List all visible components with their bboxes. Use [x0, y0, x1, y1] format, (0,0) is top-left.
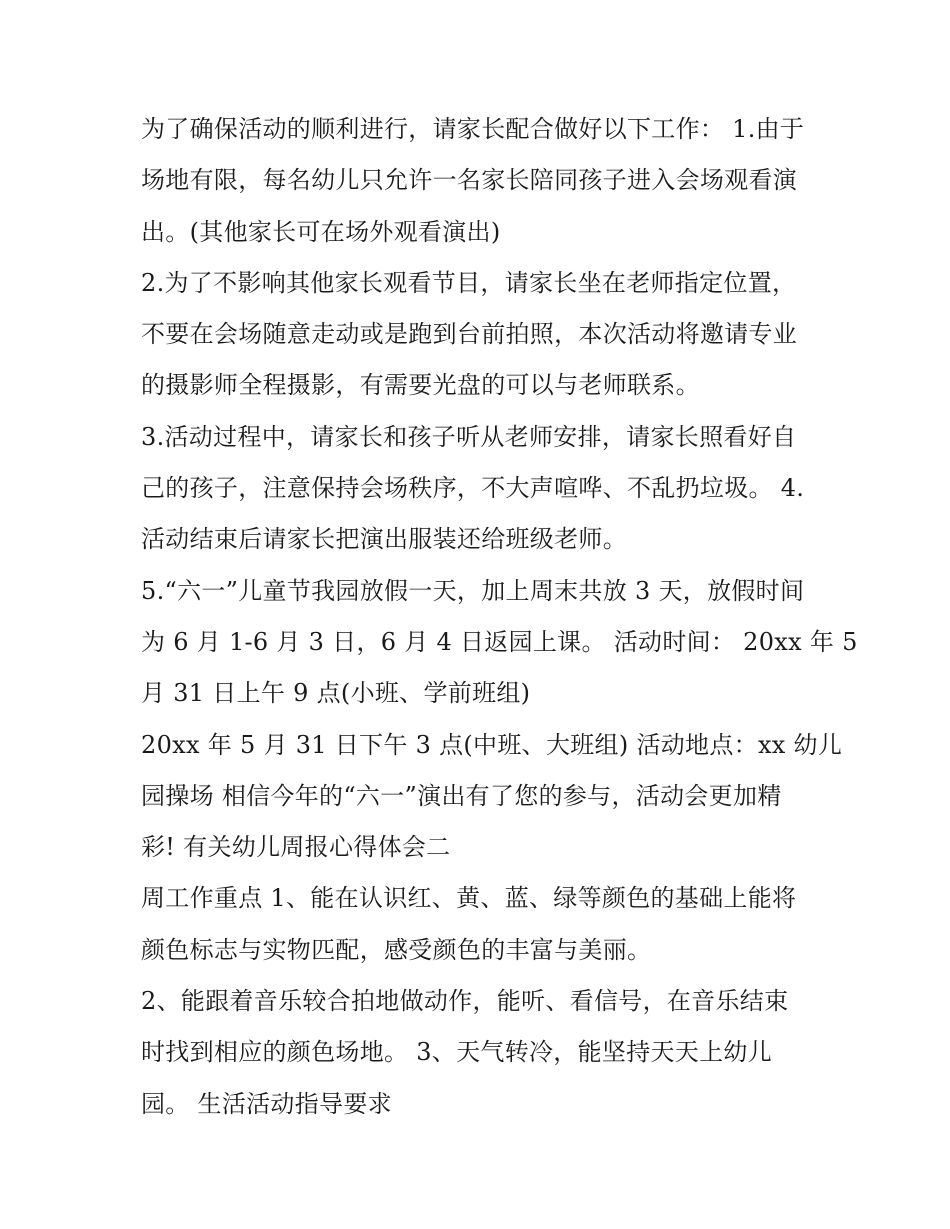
text-line: 2、能跟着音乐较合拍地做动作，能听、看信号，在音乐结束 [141, 987, 789, 1016]
text-line: 园。 生活活动指导要求 [141, 1089, 392, 1118]
text-line: 活动结束后请家长把演出服装还给班级老师。 [141, 525, 627, 554]
text-line: 2.为了不影响其他家长观看节目，请家长坐在老师指定位置， [141, 268, 797, 297]
text-line: 场地有限，每名幼儿只允许一名家长陪同孩子进入会场观看演 [141, 166, 798, 195]
text-line: 5.“六一”儿童节我园放假一天，加上周末共放 3 天，放假时间 [141, 576, 805, 605]
text-line: 3.活动过程中，请家长和孩子听从老师安排，请家长照看好自 [141, 422, 797, 451]
text-line: 颜色标志与实物匹配，感受颜色的丰富与美丽。 [141, 935, 652, 964]
text-line: 不要在会场随意走动或是跑到台前拍照，本次活动将邀请专业 [141, 320, 798, 349]
text-line: 为了确保活动的顺利进行，请家长配合做好以下工作： 1.由于 [141, 115, 805, 143]
text-line: 时找到相应的颜色场地。 3、天气转冷，能坚持天天上幼儿 [141, 1038, 772, 1067]
text-line: 20xx 年 5 月 31 日下午 3 点(中班、大班组) 活动地点：xx 幼儿 [141, 730, 843, 759]
text-line: 的摄影师全程摄影，有需要光盘的可以与老师联系。 [141, 371, 700, 400]
text-line: 园操场 相信今年的“六一”演出有了您的参与，活动会更加精 [141, 781, 782, 810]
document-body [141, 104, 858, 1130]
text-line: 为 6 月 1-6 月 3 日，6 月 4 日返园上课。 活动时间： 20xx 年 5 [141, 627, 858, 656]
text-line: 出。(其他家长可在场外观看演出) [141, 217, 501, 246]
text-line: 周工作重点 1、能在认识红、黄、蓝、绿等颜色的基础上能将 [141, 884, 797, 913]
text-line: 彩! 有关幼儿周报心得体会二 [141, 833, 451, 862]
text-line: 月 31 日上午 9 点(小班、学前班组) [141, 679, 531, 708]
text-line: 己的孩子，注意保持会场秩序，不大声喧哗、不乱扔垃圾。 4. [141, 474, 805, 503]
